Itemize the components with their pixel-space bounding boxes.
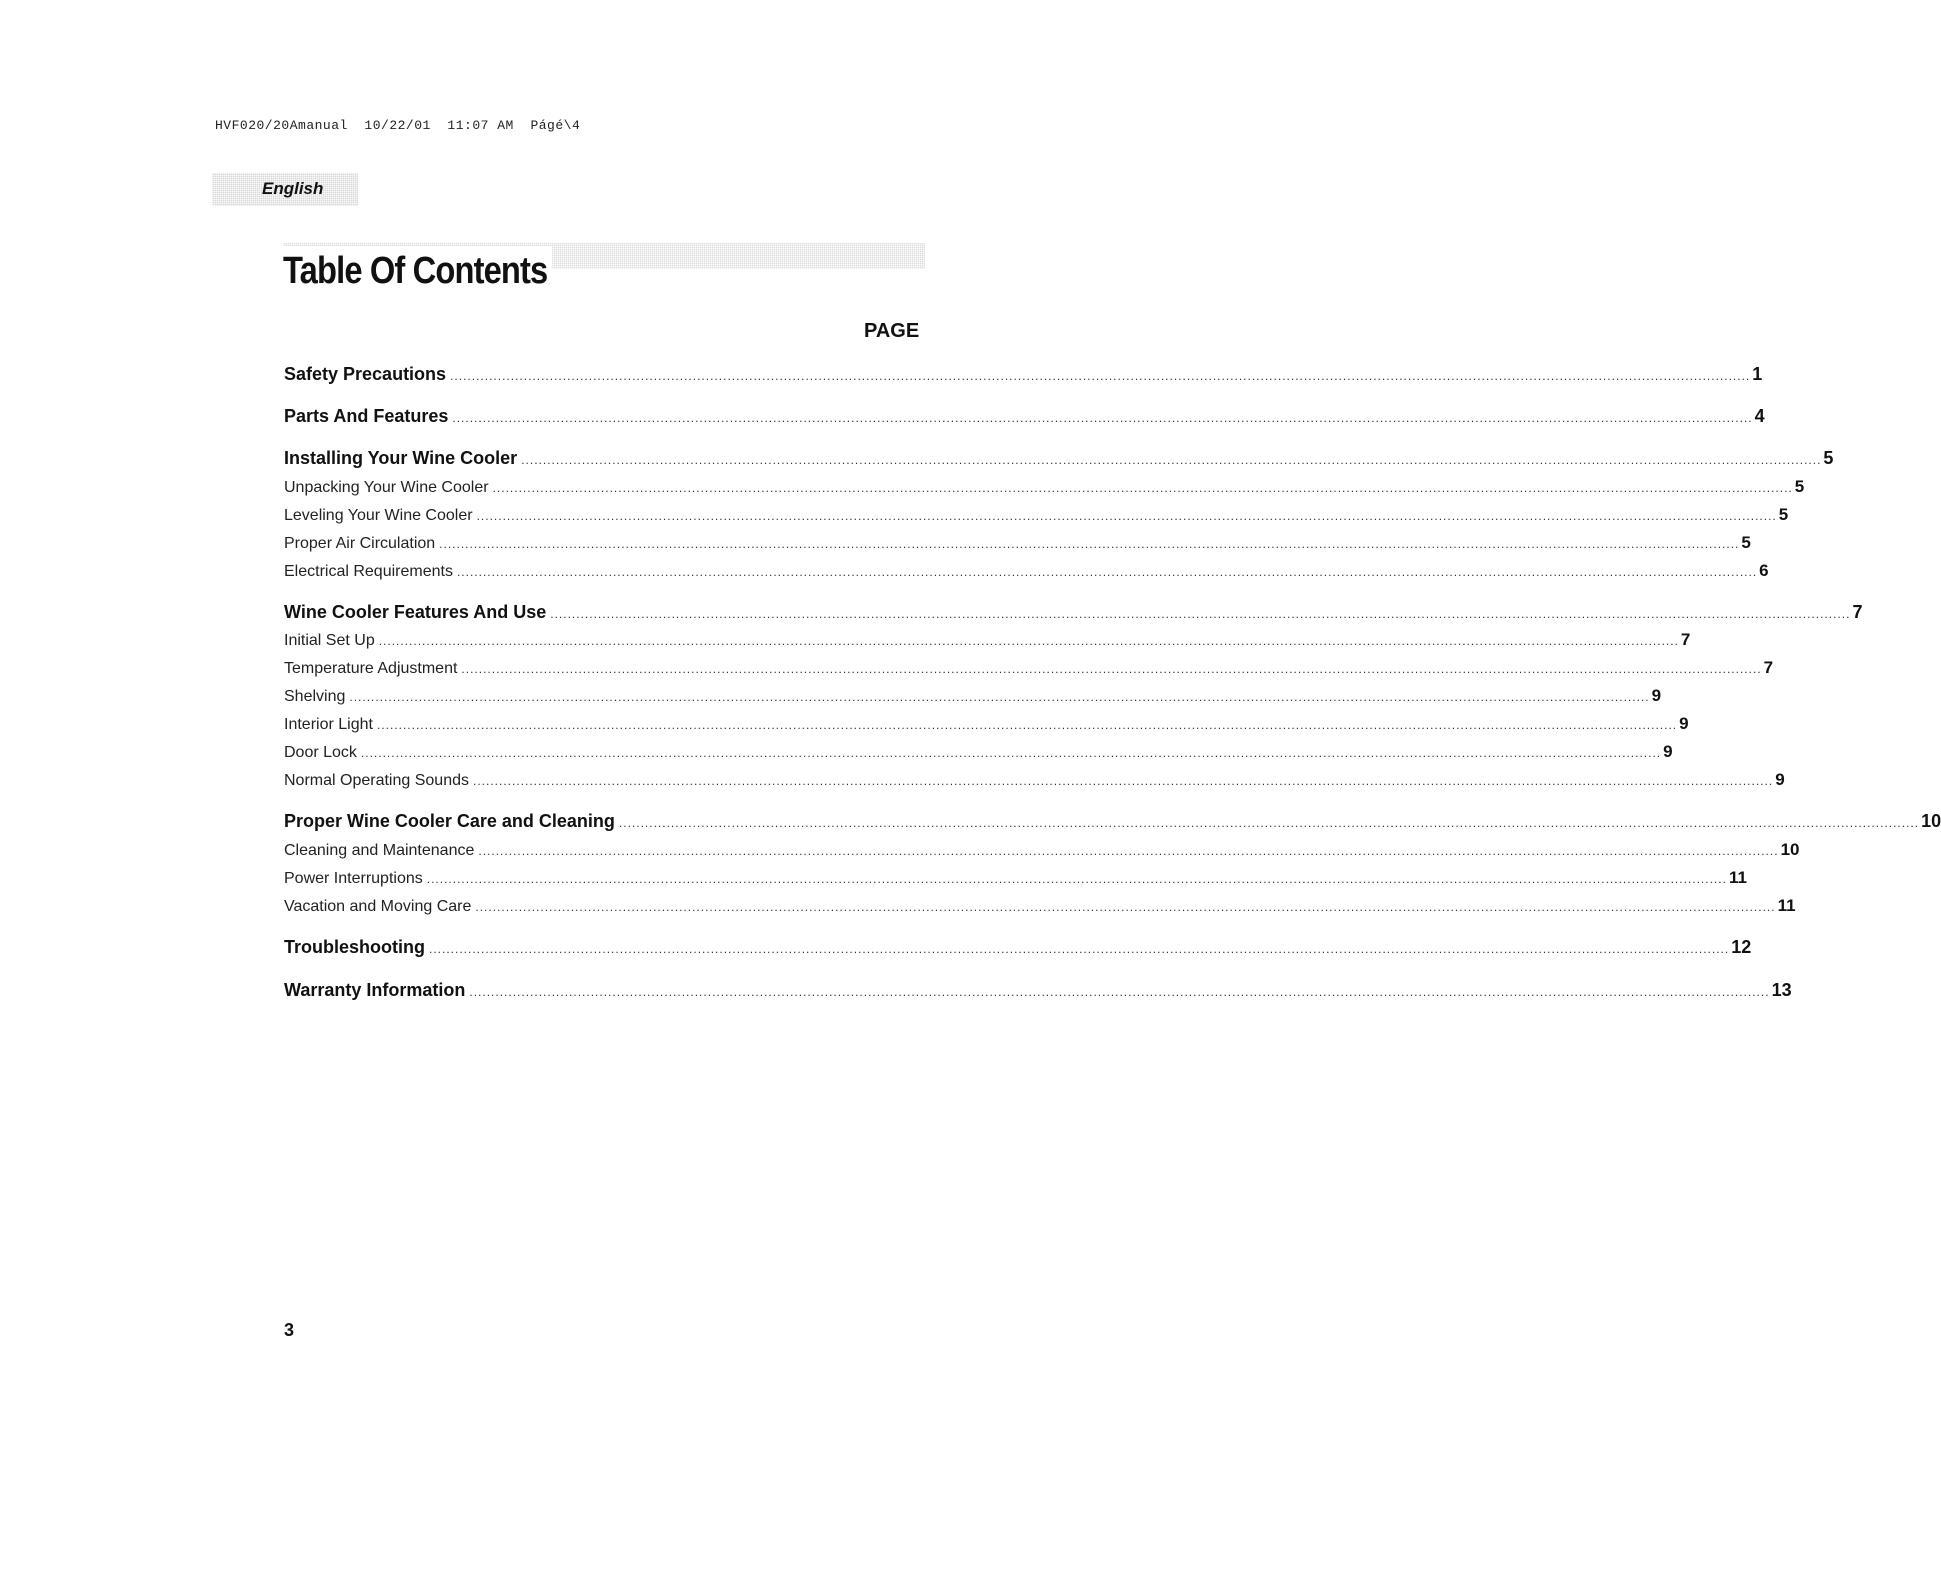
toc-entry bbox=[284, 937, 1752, 958]
toc-entry-title: Electrical Requirements bbox=[284, 563, 453, 580]
toc-entry-title: Power Interruptions bbox=[284, 870, 423, 887]
toc-entry-page: 11 bbox=[1728, 868, 1747, 887]
toc-entry-page: 10 bbox=[1780, 840, 1800, 859]
toc-entry-title: Safety Precautions bbox=[284, 364, 447, 384]
page-column-header: PAGE bbox=[864, 320, 920, 342]
toc-entry-title: Unpacking Your Wine Cooler bbox=[284, 479, 489, 496]
toc-entry bbox=[284, 896, 1796, 916]
toc-entry-title: Warranty Information bbox=[284, 980, 466, 1000]
dot-leader: ............................................................................................................................................................................................................................................................................................................ bbox=[478, 844, 1779, 858]
language-tab bbox=[212, 173, 358, 206]
toc-entry-title: Vacation and Moving Care bbox=[284, 898, 472, 915]
toc-entry bbox=[284, 477, 1805, 497]
dot-leader: ............................................................................................................................................................................................................................................................................................................ bbox=[349, 690, 1650, 704]
toc-entry-page: 9 bbox=[1775, 770, 1785, 789]
dot-leader: ............................................................................................................................................................................................................................................................................................................ bbox=[426, 872, 1727, 886]
toc-entry-title: Interior Light bbox=[284, 716, 373, 733]
toc-entry-title: Leveling Your Wine Cooler bbox=[284, 507, 473, 524]
toc-entry-page: 10 bbox=[1921, 811, 1941, 831]
toc-entry bbox=[284, 561, 1769, 581]
toc-entry-title: Temperature Adjustment bbox=[284, 660, 458, 677]
toc-entry-title: Wine Cooler Features And Use bbox=[284, 602, 547, 622]
language-tab-label: English bbox=[262, 179, 324, 198]
dot-leader: ............................................................................................................................................................................................................................................................................................................ bbox=[469, 985, 1770, 999]
toc-entry-title: Proper Wine Cooler Care and Cleaning bbox=[284, 811, 615, 831]
dot-leader: ............................................................................................................................................................................................................................................................................................................ bbox=[360, 746, 1662, 760]
dot-leader: ............................................................................................................................................................................................................................................................................................................ bbox=[378, 634, 1679, 648]
dot-leader: ............................................................................................................................................................................................................................................................................................................ bbox=[472, 774, 1774, 788]
toc-entry-page: 12 bbox=[1731, 937, 1752, 957]
toc-entry-title: Proper Air Circulation bbox=[284, 535, 436, 552]
toc-entry-title: Shelving bbox=[284, 688, 346, 705]
dot-leader: ............................................................................................................................................................................................................................................................................................................ bbox=[492, 481, 1793, 495]
toc-entry bbox=[284, 811, 1941, 832]
toc-entry-page: 9 bbox=[1663, 742, 1673, 761]
toc-entry-page: 7 bbox=[1763, 658, 1774, 677]
dot-leader: ............................................................................................................................................................................................................................................................................................................ bbox=[521, 453, 1822, 467]
dot-leader: ............................................................................................................................................................................................................................................................................................................ bbox=[450, 369, 1751, 383]
toc-entry-page: 9 bbox=[1651, 686, 1662, 705]
toc-entry bbox=[284, 840, 1800, 860]
toc-entry bbox=[284, 658, 1774, 678]
toc-entry-page: 5 bbox=[1778, 505, 1789, 524]
toc-entry bbox=[284, 406, 1765, 427]
toc-entry-page: 11 bbox=[1777, 896, 1796, 915]
toc-entry-title: Initial Set Up bbox=[284, 632, 375, 649]
toc-entry bbox=[284, 533, 1751, 553]
toc-entry-page: 6 bbox=[1759, 561, 1769, 580]
toc-entry-title: Installing Your Wine Cooler bbox=[284, 448, 518, 468]
toc-entry bbox=[284, 868, 1747, 888]
toc-entry bbox=[284, 980, 1792, 1001]
toc-entry-page: 7 bbox=[1680, 630, 1691, 649]
dot-leader: ............................................................................................................................................................................................................................................................................................................ bbox=[456, 565, 1758, 579]
dot-leader: ............................................................................................................................................................................................................................................................................................................ bbox=[618, 816, 1920, 830]
page-title: Table Of Contents bbox=[283, 246, 553, 296]
toc-entry-title: Door Lock bbox=[284, 744, 357, 761]
toc-entry-title: Cleaning and Maintenance bbox=[284, 842, 475, 859]
toc-entry bbox=[284, 448, 1834, 469]
dot-leader: ............................................................................................................................................................................................................................................................................................................ bbox=[376, 718, 1678, 732]
toc-entry bbox=[284, 714, 1689, 734]
toc-entry bbox=[284, 770, 1785, 790]
dot-leader: ............................................................................................................................................................................................................................................................................................................ bbox=[550, 607, 1851, 621]
toc-entry-page: 4 bbox=[1754, 406, 1765, 426]
footer-page-number: 3 bbox=[284, 1320, 295, 1340]
toc-entry-page: 5 bbox=[1741, 533, 1751, 552]
file-header-line: HVF020/20Amanual 10/22/01 11:07 AM Págé\4 bbox=[215, 118, 581, 133]
toc-entry bbox=[284, 630, 1691, 650]
toc-entry-title: Normal Operating Sounds bbox=[284, 772, 469, 789]
dot-leader: ............................................................................................................................................................................................................................................................................................................ bbox=[461, 662, 1762, 676]
toc-entry bbox=[284, 602, 1863, 623]
dot-leader: ............................................................................................................................................................................................................................................................................................................ bbox=[475, 900, 1776, 914]
dot-leader: ............................................................................................................................................................................................................................................................................................................ bbox=[429, 942, 1730, 956]
toc-entry-page: 1 bbox=[1752, 364, 1763, 384]
toc-entry-page: 5 bbox=[1823, 448, 1834, 468]
toc-entry-page: 5 bbox=[1794, 477, 1805, 496]
toc-entry-page: 7 bbox=[1852, 602, 1863, 622]
toc-entry bbox=[284, 686, 1662, 706]
dot-leader: ............................................................................................................................................................................................................................................................................................................ bbox=[476, 509, 1777, 523]
dot-leader: ............................................................................................................................................................................................................................................................................................................ bbox=[439, 537, 1740, 551]
toc-entry-page: 13 bbox=[1771, 980, 1792, 1000]
toc-entry bbox=[284, 364, 1763, 385]
toc-entry bbox=[284, 505, 1789, 525]
toc-entry-title: Parts And Features bbox=[284, 406, 449, 426]
toc-entry-title: Troubleshooting bbox=[284, 937, 425, 957]
toc-entry-page: 9 bbox=[1679, 714, 1689, 733]
toc-entry bbox=[284, 742, 1673, 762]
dot-leader: ............................................................................................................................................................................................................................................................................................................ bbox=[452, 411, 1753, 425]
